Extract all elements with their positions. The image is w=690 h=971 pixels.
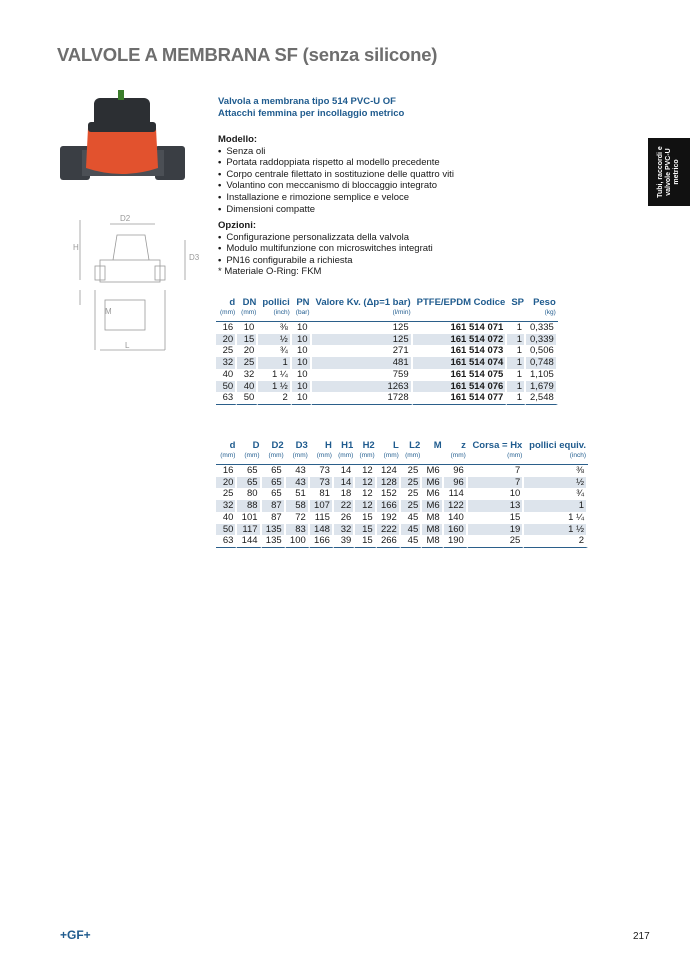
table-cell: 19 xyxy=(468,524,525,536)
svg-text:D2: D2 xyxy=(120,214,131,223)
svg-text:H: H xyxy=(73,243,79,252)
table-cell: 10 xyxy=(468,488,525,500)
table-cell: 43 xyxy=(286,477,310,489)
table-cell: 65 xyxy=(237,465,261,477)
gf-logo: +GF+ xyxy=(60,928,91,942)
table-row xyxy=(216,488,588,500)
table-cell: 15 xyxy=(468,512,525,524)
table-cell: 25 xyxy=(401,477,422,489)
header-unit: (mm) xyxy=(359,452,375,459)
table-cell: ¾ xyxy=(524,488,588,500)
header-label: M xyxy=(433,440,442,451)
table-cell: 25 xyxy=(401,488,422,500)
options-heading: Opzioni: xyxy=(218,220,256,231)
table-cell: M8 xyxy=(422,535,443,548)
table-row xyxy=(216,500,588,512)
header-unit: (mm) xyxy=(241,309,257,316)
table-cell: 1 xyxy=(507,322,526,334)
table-cell: 128 xyxy=(377,477,401,489)
table-cell: 1 xyxy=(507,369,526,381)
table-cell: 0,335 xyxy=(526,322,558,334)
table-cell: 10 xyxy=(292,334,312,346)
table-cell: 759 xyxy=(312,369,413,381)
column-header xyxy=(355,440,376,465)
table-cell: 13 xyxy=(468,500,525,512)
table-cell: 32 xyxy=(216,357,237,369)
table-cell: M6 xyxy=(422,488,443,500)
table-cell: 73 xyxy=(310,465,334,477)
column-header xyxy=(292,297,312,322)
column-header xyxy=(468,440,525,465)
dimension-drawing xyxy=(55,210,205,358)
table-cell: 25 xyxy=(401,465,422,477)
table-cell: 72 xyxy=(286,512,310,524)
header-label: PTFE/EPDM Codice xyxy=(416,297,506,308)
header-label: Peso xyxy=(533,297,556,308)
header-unit: (mm) xyxy=(507,452,523,459)
table-cell: 135 xyxy=(262,524,286,536)
table-cell: 144 xyxy=(237,535,261,548)
table-row xyxy=(216,524,588,536)
table-cell: 25 xyxy=(216,488,237,500)
table-cell: 161 514 076 xyxy=(413,381,508,393)
header-label: H1 xyxy=(341,440,354,451)
svg-text:M: M xyxy=(105,307,112,316)
table-row xyxy=(216,477,588,489)
table-cell: 50 xyxy=(216,381,237,393)
table-cell: 1 ½ xyxy=(258,381,291,393)
table-row xyxy=(216,334,558,346)
table-cell: 0,748 xyxy=(526,357,558,369)
table-cell: 161 514 072 xyxy=(413,334,508,346)
table-cell: 14 xyxy=(334,465,355,477)
table-cell: 15 xyxy=(237,334,258,346)
model-heading: Modello: xyxy=(218,134,258,145)
table-cell: 65 xyxy=(262,488,286,500)
table-cell: 7 xyxy=(468,477,525,489)
table-row xyxy=(216,345,558,357)
header-unit: (mm) xyxy=(338,452,354,459)
table-cell: 152 xyxy=(377,488,401,500)
table-cell: 32 xyxy=(334,524,355,536)
header-label: DN xyxy=(242,297,257,308)
page-number: 217 xyxy=(633,931,650,942)
column-header xyxy=(258,297,291,322)
table-cell: 20 xyxy=(216,334,237,346)
table-cell: 65 xyxy=(237,477,261,489)
column-header xyxy=(310,440,334,465)
header-label: PN xyxy=(296,297,310,308)
table-row xyxy=(216,512,588,524)
list-item: • Corpo centrale filettato in sostituzione delle quattro viti xyxy=(218,169,454,181)
table-cell: 32 xyxy=(237,369,258,381)
table-cell: 160 xyxy=(444,524,468,536)
table-cell: 45 xyxy=(401,524,422,536)
header-label: SP xyxy=(511,297,524,308)
table-cell: 32 xyxy=(216,500,237,512)
table-cell: 266 xyxy=(377,535,401,548)
table-cell: 25 xyxy=(468,535,525,548)
subtitle-line: Valvola a membrana tipo 514 PVC-U OF xyxy=(218,96,396,107)
table-cell: 15 xyxy=(355,512,376,524)
table-cell: 12 xyxy=(355,477,376,489)
table-cell: 14 xyxy=(334,477,355,489)
table-cell: 45 xyxy=(401,512,422,524)
table-cell: 1 ½ xyxy=(524,524,588,536)
table-cell: 96 xyxy=(444,465,468,477)
table-cell: 7 xyxy=(468,465,525,477)
table-cell: 65 xyxy=(262,477,286,489)
codes-table xyxy=(216,297,558,405)
table-cell: 43 xyxy=(286,465,310,477)
column-header xyxy=(401,440,422,465)
header-unit: (kg) xyxy=(544,309,556,316)
table-cell: 1728 xyxy=(312,392,413,405)
table-cell: 1 xyxy=(258,357,291,369)
table-cell: 25 xyxy=(216,345,237,357)
header-unit: (mm) xyxy=(220,309,236,316)
table-cell: 51 xyxy=(286,488,310,500)
table-cell: 481 xyxy=(312,357,413,369)
table-cell: 122 xyxy=(444,500,468,512)
table-cell: 20 xyxy=(216,477,237,489)
product-subtitle xyxy=(218,96,404,120)
header-unit: (mm) xyxy=(450,452,466,459)
header-unit: (mm) xyxy=(383,452,399,459)
subtitle-line: Attacchi femmina per incollaggio metrico xyxy=(218,108,405,119)
table-cell: 83 xyxy=(286,524,310,536)
table-cell: 12 xyxy=(355,500,376,512)
header-unit: (mm) xyxy=(220,452,236,459)
table-cell: 0,506 xyxy=(526,345,558,357)
list-item: • Configurazione personalizzata della valvola xyxy=(218,232,433,244)
table-cell: 22 xyxy=(334,500,355,512)
header-label: Valore Kv. (Δp=1 bar) xyxy=(315,297,411,308)
list-item: • Installazione e rimozione semplice e veloce xyxy=(218,192,454,204)
header-label: D xyxy=(252,440,260,451)
header-label: Corsa = Hx xyxy=(472,440,523,451)
header-unit: (inch) xyxy=(569,452,586,459)
table-cell: 161 514 077 xyxy=(413,392,508,405)
table-cell: 73 xyxy=(310,477,334,489)
table-cell: 25 xyxy=(237,357,258,369)
table-cell: 65 xyxy=(262,465,286,477)
page-title: VALVOLE A MEMBRANA SF (senza silicone) xyxy=(57,44,438,65)
column-header xyxy=(216,440,237,465)
column-header xyxy=(377,440,401,465)
table-cell: 96 xyxy=(444,477,468,489)
material-note: * Materiale O-Ring: FKM xyxy=(218,266,322,278)
header-label: pollici xyxy=(262,297,290,308)
table-row xyxy=(216,381,558,393)
table-row xyxy=(216,357,558,369)
header-unit: (bar) xyxy=(295,309,310,316)
table-cell: 12 xyxy=(355,465,376,477)
table-cell: 1 xyxy=(507,345,526,357)
column-header xyxy=(526,297,558,322)
list-item: • Dimensioni compatte xyxy=(218,204,454,216)
list-item: • Senza oli xyxy=(218,146,454,158)
column-header xyxy=(216,297,237,322)
table-cell: 45 xyxy=(401,535,422,548)
table-cell: 1 ¼ xyxy=(258,369,291,381)
table-cell: 1,105 xyxy=(526,369,558,381)
header-label: z xyxy=(461,440,466,451)
header-unit: (mm) xyxy=(316,452,332,459)
table-cell: M8 xyxy=(422,512,443,524)
table-cell: 39 xyxy=(334,535,355,548)
table-cell: 166 xyxy=(310,535,334,548)
table-cell: 135 xyxy=(262,535,286,548)
column-header xyxy=(524,440,588,465)
table-cell: M6 xyxy=(422,500,443,512)
table-cell: 10 xyxy=(292,357,312,369)
table-cell: M6 xyxy=(422,477,443,489)
table-cell: 192 xyxy=(377,512,401,524)
side-section-tab xyxy=(648,138,690,206)
table-cell: 161 514 071 xyxy=(413,322,508,334)
dimensions-table xyxy=(216,440,588,548)
table-cell: 1 xyxy=(507,392,526,405)
table-cell: 87 xyxy=(262,512,286,524)
table-cell: 1 ¼ xyxy=(524,512,588,524)
table-cell: 10 xyxy=(292,381,312,393)
header-unit: (mm) xyxy=(268,452,284,459)
table-cell: 101 xyxy=(237,512,261,524)
table-cell: 114 xyxy=(444,488,468,500)
table-cell: 190 xyxy=(444,535,468,548)
list-item: • Modulo multifunzione con microswitches integrati xyxy=(218,243,433,255)
table-cell: 26 xyxy=(334,512,355,524)
header-label: D2 xyxy=(271,440,284,451)
table-cell: 81 xyxy=(310,488,334,500)
svg-text:L: L xyxy=(125,341,130,350)
list-item: • PN16 configurabile a richiesta xyxy=(218,255,433,267)
table-cell: ⅜ xyxy=(258,322,291,334)
table-cell: 50 xyxy=(216,524,237,536)
table-cell: 117 xyxy=(237,524,261,536)
header-unit: (inch) xyxy=(273,309,290,316)
column-header xyxy=(413,297,508,322)
table-cell: 1 xyxy=(524,500,588,512)
table-cell: 10 xyxy=(292,345,312,357)
header-label: L2 xyxy=(409,440,421,451)
table-cell: 40 xyxy=(216,369,237,381)
table-cell: 20 xyxy=(237,345,258,357)
header-unit: (mm) xyxy=(292,452,308,459)
column-header xyxy=(507,297,526,322)
table-cell: 1263 xyxy=(312,381,413,393)
header-label: L xyxy=(393,440,399,451)
table-cell: 166 xyxy=(377,500,401,512)
list-item: • Portata raddoppiata rispetto al modello precedente xyxy=(218,157,454,169)
header-unit: (l/min) xyxy=(392,309,411,316)
column-header xyxy=(237,440,261,465)
table-cell: M6 xyxy=(422,465,443,477)
table-cell: M8 xyxy=(422,524,443,536)
table-cell: 10 xyxy=(292,369,312,381)
column-header xyxy=(444,440,468,465)
table-cell: 2 xyxy=(524,535,588,548)
table-cell: 10 xyxy=(292,392,312,405)
table-row xyxy=(216,369,558,381)
table-cell: 161 514 074 xyxy=(413,357,508,369)
table-cell: 100 xyxy=(286,535,310,548)
table-cell: 1,679 xyxy=(526,381,558,393)
column-header xyxy=(237,297,258,322)
table-row xyxy=(216,322,558,334)
options-section xyxy=(218,220,433,278)
column-header xyxy=(286,440,310,465)
table-cell: 125 xyxy=(312,334,413,346)
table-cell: 12 xyxy=(355,488,376,500)
header-label: pollici equiv. xyxy=(529,440,586,451)
table-cell: 0,339 xyxy=(526,334,558,346)
header-label: H xyxy=(325,440,332,451)
table-cell: 15 xyxy=(355,524,376,536)
table-cell: 161 514 073 xyxy=(413,345,508,357)
column-header xyxy=(312,297,413,322)
table-cell: 1 xyxy=(507,381,526,393)
table-cell: 18 xyxy=(334,488,355,500)
column-header xyxy=(262,440,286,465)
model-section xyxy=(218,134,454,215)
side-tab-label: Tubi, raccordi e valvole PVC-U metrico xyxy=(657,146,680,198)
table-cell: 222 xyxy=(377,524,401,536)
column-header xyxy=(334,440,355,465)
table-cell: 87 xyxy=(262,500,286,512)
table-cell: 58 xyxy=(286,500,310,512)
table-cell: 10 xyxy=(292,322,312,334)
table-cell: ½ xyxy=(524,477,588,489)
table-cell: 16 xyxy=(216,322,237,334)
table-row xyxy=(216,392,558,405)
header-unit: (mm) xyxy=(244,452,260,459)
table-cell: 1 xyxy=(507,334,526,346)
header-label: H2 xyxy=(362,440,375,451)
table-cell: 124 xyxy=(377,465,401,477)
header-label: d xyxy=(229,297,236,308)
table-cell: 63 xyxy=(216,535,237,548)
header-label: d xyxy=(229,440,236,451)
column-header xyxy=(422,440,443,465)
table-cell: 40 xyxy=(237,381,258,393)
table-cell: 80 xyxy=(237,488,261,500)
table-cell: 16 xyxy=(216,465,237,477)
table-cell: 40 xyxy=(216,512,237,524)
table-cell: ¾ xyxy=(258,345,291,357)
header-unit: (mm) xyxy=(405,452,421,459)
table-cell: 2 xyxy=(258,392,291,405)
table-cell: ½ xyxy=(258,334,291,346)
table-cell: ⅜ xyxy=(524,465,588,477)
table-row xyxy=(216,535,588,548)
table-cell: 140 xyxy=(444,512,468,524)
header-label: D3 xyxy=(295,440,308,451)
svg-text:D3: D3 xyxy=(189,253,200,262)
table-cell: 63 xyxy=(216,392,237,405)
valve-product-image xyxy=(60,88,185,198)
table-cell: 107 xyxy=(310,500,334,512)
table-cell: 148 xyxy=(310,524,334,536)
table-cell: 161 514 075 xyxy=(413,369,508,381)
table-cell: 50 xyxy=(237,392,258,405)
table-cell: 10 xyxy=(237,322,258,334)
table-cell: 1 xyxy=(507,357,526,369)
table-cell: 271 xyxy=(312,345,413,357)
table-cell: 25 xyxy=(401,500,422,512)
table-row xyxy=(216,465,588,477)
table-cell: 125 xyxy=(312,322,413,334)
list-item: • Volantino con meccanismo di bloccaggio integrato xyxy=(218,180,454,192)
table-cell: 88 xyxy=(237,500,261,512)
table-cell: 115 xyxy=(310,512,334,524)
table-cell: 15 xyxy=(355,535,376,548)
table-cell: 2,548 xyxy=(526,392,558,405)
